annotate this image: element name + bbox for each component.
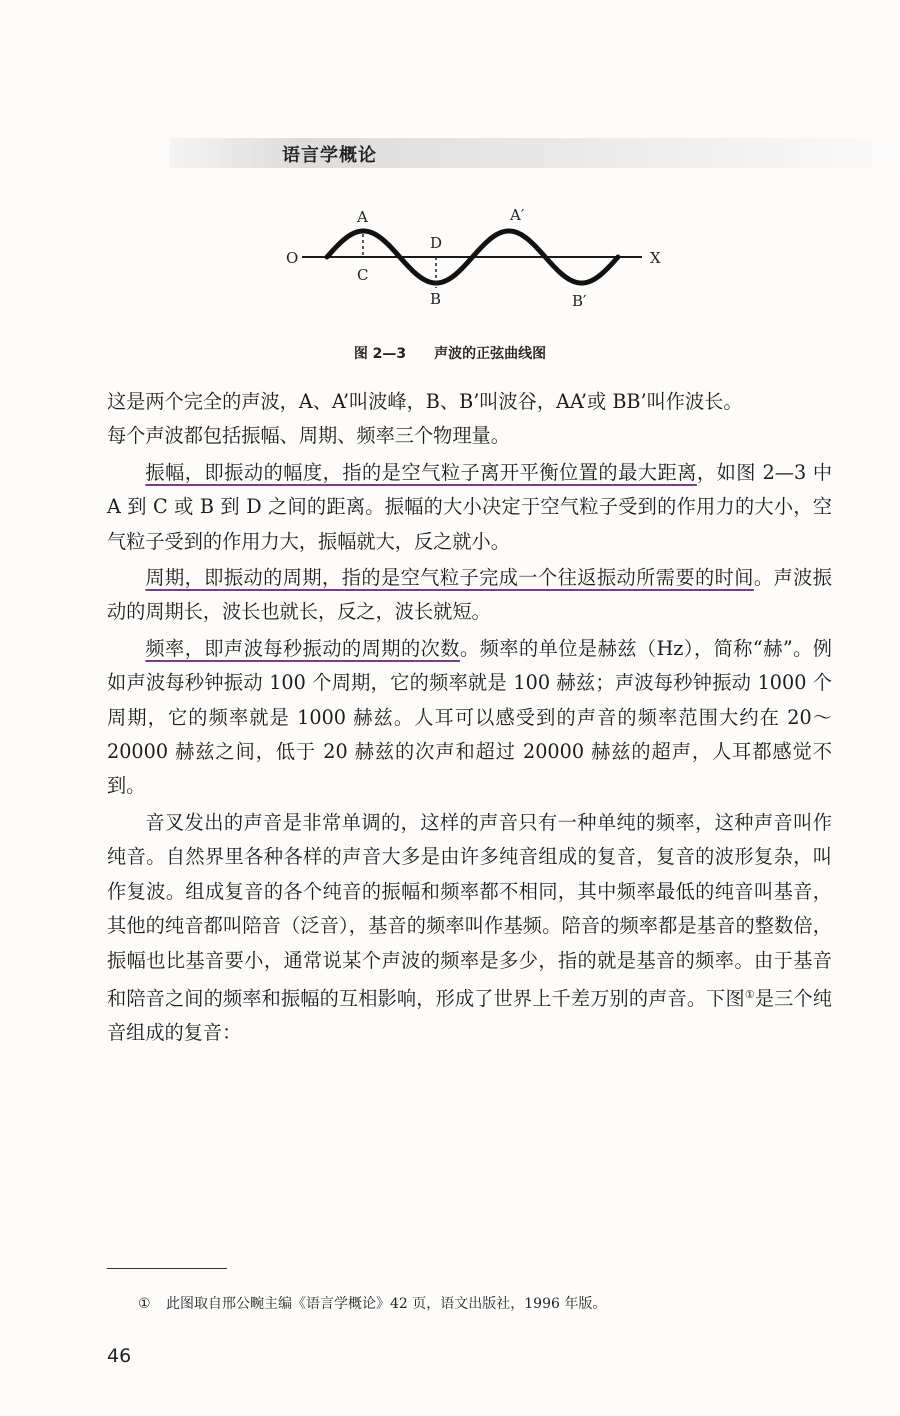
period-definition: 周期，即振动的周期，指的是空气粒子完成一个往返振动所需要的时间 [145, 566, 754, 590]
footnote-text: 此图取自邢公畹主编《语言学概论》42 页，语文出版社，1996 年版。 [166, 1296, 607, 1312]
paragraph-frequency [107, 632, 832, 804]
paragraph-1-line-2: 每个声波都包括振幅、周期、频率三个物理量。 [107, 424, 510, 448]
label-a-prime: A′ [510, 206, 525, 224]
running-header-title: 语言学概论 [282, 145, 377, 166]
frequency-explanation: 。频率的单位是赫兹（Hz），简称“赫”。例如声波每秒钟振动 100 个周期，它的频率就是 100 赫兹；声波每秒钟振动 1000 个周期，它的频率就是 1000 赫兹。人耳可以感受到的声音的频率范围大约在 20～20000 赫兹之间，低于 20 赫兹的次声和超过 20000 赫兹的超声，人耳都感觉不到。 [107, 636, 832, 798]
footnote-divider [107, 1268, 227, 1269]
figure-caption [0, 343, 900, 363]
figure-caption-number: 图 2—3 [353, 346, 407, 362]
sine-wave-figure [280, 200, 680, 325]
label-o: O [286, 249, 299, 267]
label-b-prime: B′ [572, 292, 587, 310]
complex-tone-text: 音叉发出的声音是非常单调的，这样的声音只有一种单纯的频率，这种声音叫作纯音。自然界里各种各样的声音大多是由许多纯音组成的复音，复音的波形复杂，叫作复波。组成复音的各个纯音的振幅和频率都不相同，其中频率最低的纯音叫基音，其他的纯音都叫陪音（泛音），基音的频率叫作基频。陪音的频率都是基音的整数倍，振幅也比基音要小，通常说某个声波的频率是多少，指的就是基音的频率。由于基音和陪音之间的频率和振幅的互相影响，形成了世界上千差万别的声音。下图 [107, 810, 832, 1010]
label-d: D [430, 234, 443, 252]
period-explanation: 。声波振动的周期长，波长也就长，反之，波长就短。 [107, 566, 832, 624]
body-text [107, 385, 832, 1051]
frequency-definition: 频率，即声波每秒振动的周期的次数 [145, 636, 460, 660]
label-c: C [357, 266, 369, 284]
page-number: 46 [107, 1345, 132, 1367]
label-b: B [430, 290, 442, 308]
paragraph-period [107, 561, 832, 630]
paragraph-amplitude [107, 456, 832, 559]
amplitude-definition: 振幅，即振动的幅度，指的是空气粒子离开平衡位置的最大距离 [145, 460, 697, 484]
complex-tone-text-end: 是三个纯音组成的复音： [107, 986, 832, 1045]
paragraph-1 [107, 385, 832, 454]
header-band [170, 138, 900, 168]
amplitude-explanation: ，如图 2—3 中 A 到 C 或 B 到 D 之间的距离。振幅的大小决定于空气粒子受到的作用力的大小，空气粒子受到的作用力大，振幅就大，反之就小。 [107, 460, 833, 553]
paragraph-complex-tone [107, 806, 832, 1051]
footnote [138, 1293, 606, 1313]
paragraph-1-line-1: 这是两个完全的声波，A、A’叫波峰，B、B’叫波谷，AA’或 BB’叫作波长。 [107, 390, 743, 413]
figure-caption-text: 声波的正弦曲线图 [434, 346, 547, 362]
footnote-mark: ① [138, 1296, 151, 1312]
label-x: X [650, 249, 661, 267]
footnote-reference-mark: ① [744, 987, 755, 1001]
sine-wave-diagram [280, 200, 680, 325]
label-a: A [357, 208, 368, 226]
